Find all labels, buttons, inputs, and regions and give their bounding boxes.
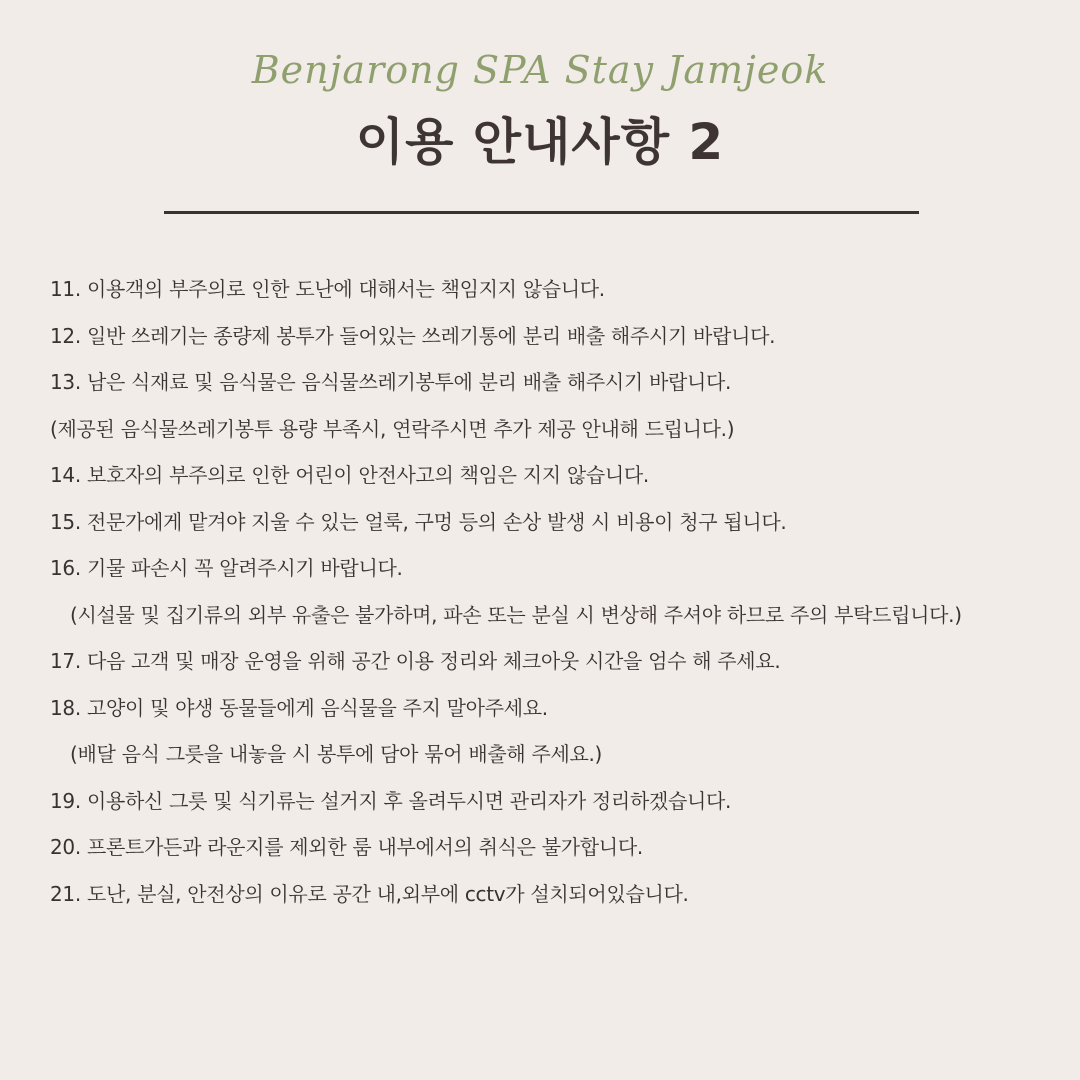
notice-16: 16. 기물 파손시 꼭 알려주시기 바랍니다. bbox=[50, 556, 403, 580]
notice-18: 18. 고양이 및 야생 동물들에게 음식물을 주지 말아주세요. bbox=[50, 695, 548, 720]
notice-13-note: (제공된 음식물쓰레기봉투 용량 부족시, 연락주시면 추가 제공 안내해 드립니다.) bbox=[50, 416, 735, 441]
notice-12: 12. 일반 쓰레기는 종량제 봉투가 들어있는 쓰레기통에 분리 배출 해주시기 바랍니다. bbox=[50, 323, 776, 348]
notice-list bbox=[50, 266, 1040, 917]
title-divider bbox=[164, 211, 919, 214]
notice-16-note: (시설물 및 집기류의 외부 유출은 불가하며, 파손 또는 분실 시 변상해 주셔야 하므로 주의 부탁드립니다.) bbox=[70, 602, 962, 627]
notice-15: 15. 전문가에게 맡겨야 지울 수 있는 얼룩, 구멍 등의 손상 발생 시 비용이 청구 됩니다. bbox=[50, 509, 787, 534]
page-title: 이용 안내사항 2 bbox=[355, 113, 725, 171]
notice-19: 19. 이용하신 그릇 및 식기류는 설거지 후 올려두시면 관리자가 정리하겠습니다. bbox=[50, 788, 732, 813]
notice-11: 11. 이용객의 부주의로 인한 도난에 대해서는 책임지지 않습니다. bbox=[50, 277, 605, 301]
notice-20: 20. 프론트가든과 라운지를 제외한 룸 내부에서의 취식은 불가합니다. bbox=[50, 835, 643, 859]
notice-17: 17. 다음 고객 및 매장 운영을 위해 공간 이용 정리와 체크아웃 시간을 엄수 해 주세요. bbox=[50, 649, 781, 673]
brand-name: Benjarong SPA Stay Jamjeok bbox=[251, 48, 829, 92]
notice-18-note: (배달 음식 그릇을 내놓을 시 봉투에 담아 묶어 배출해 주세요.) bbox=[70, 742, 603, 766]
notice-21: 21. 도난, 분실, 안전상의 이유로 공간 내,외부에 cctv가 설치되어있습니다. bbox=[50, 881, 689, 906]
header bbox=[0, 28, 1080, 172]
notice-13: 13. 남은 식재료 및 음식물은 음식물쓰레기봉투에 분리 배출 해주시기 바랍니다. bbox=[50, 370, 732, 394]
notice-14: 14. 보호자의 부주의로 인한 어린이 안전사고의 책임은 지지 않습니다. bbox=[50, 463, 649, 487]
